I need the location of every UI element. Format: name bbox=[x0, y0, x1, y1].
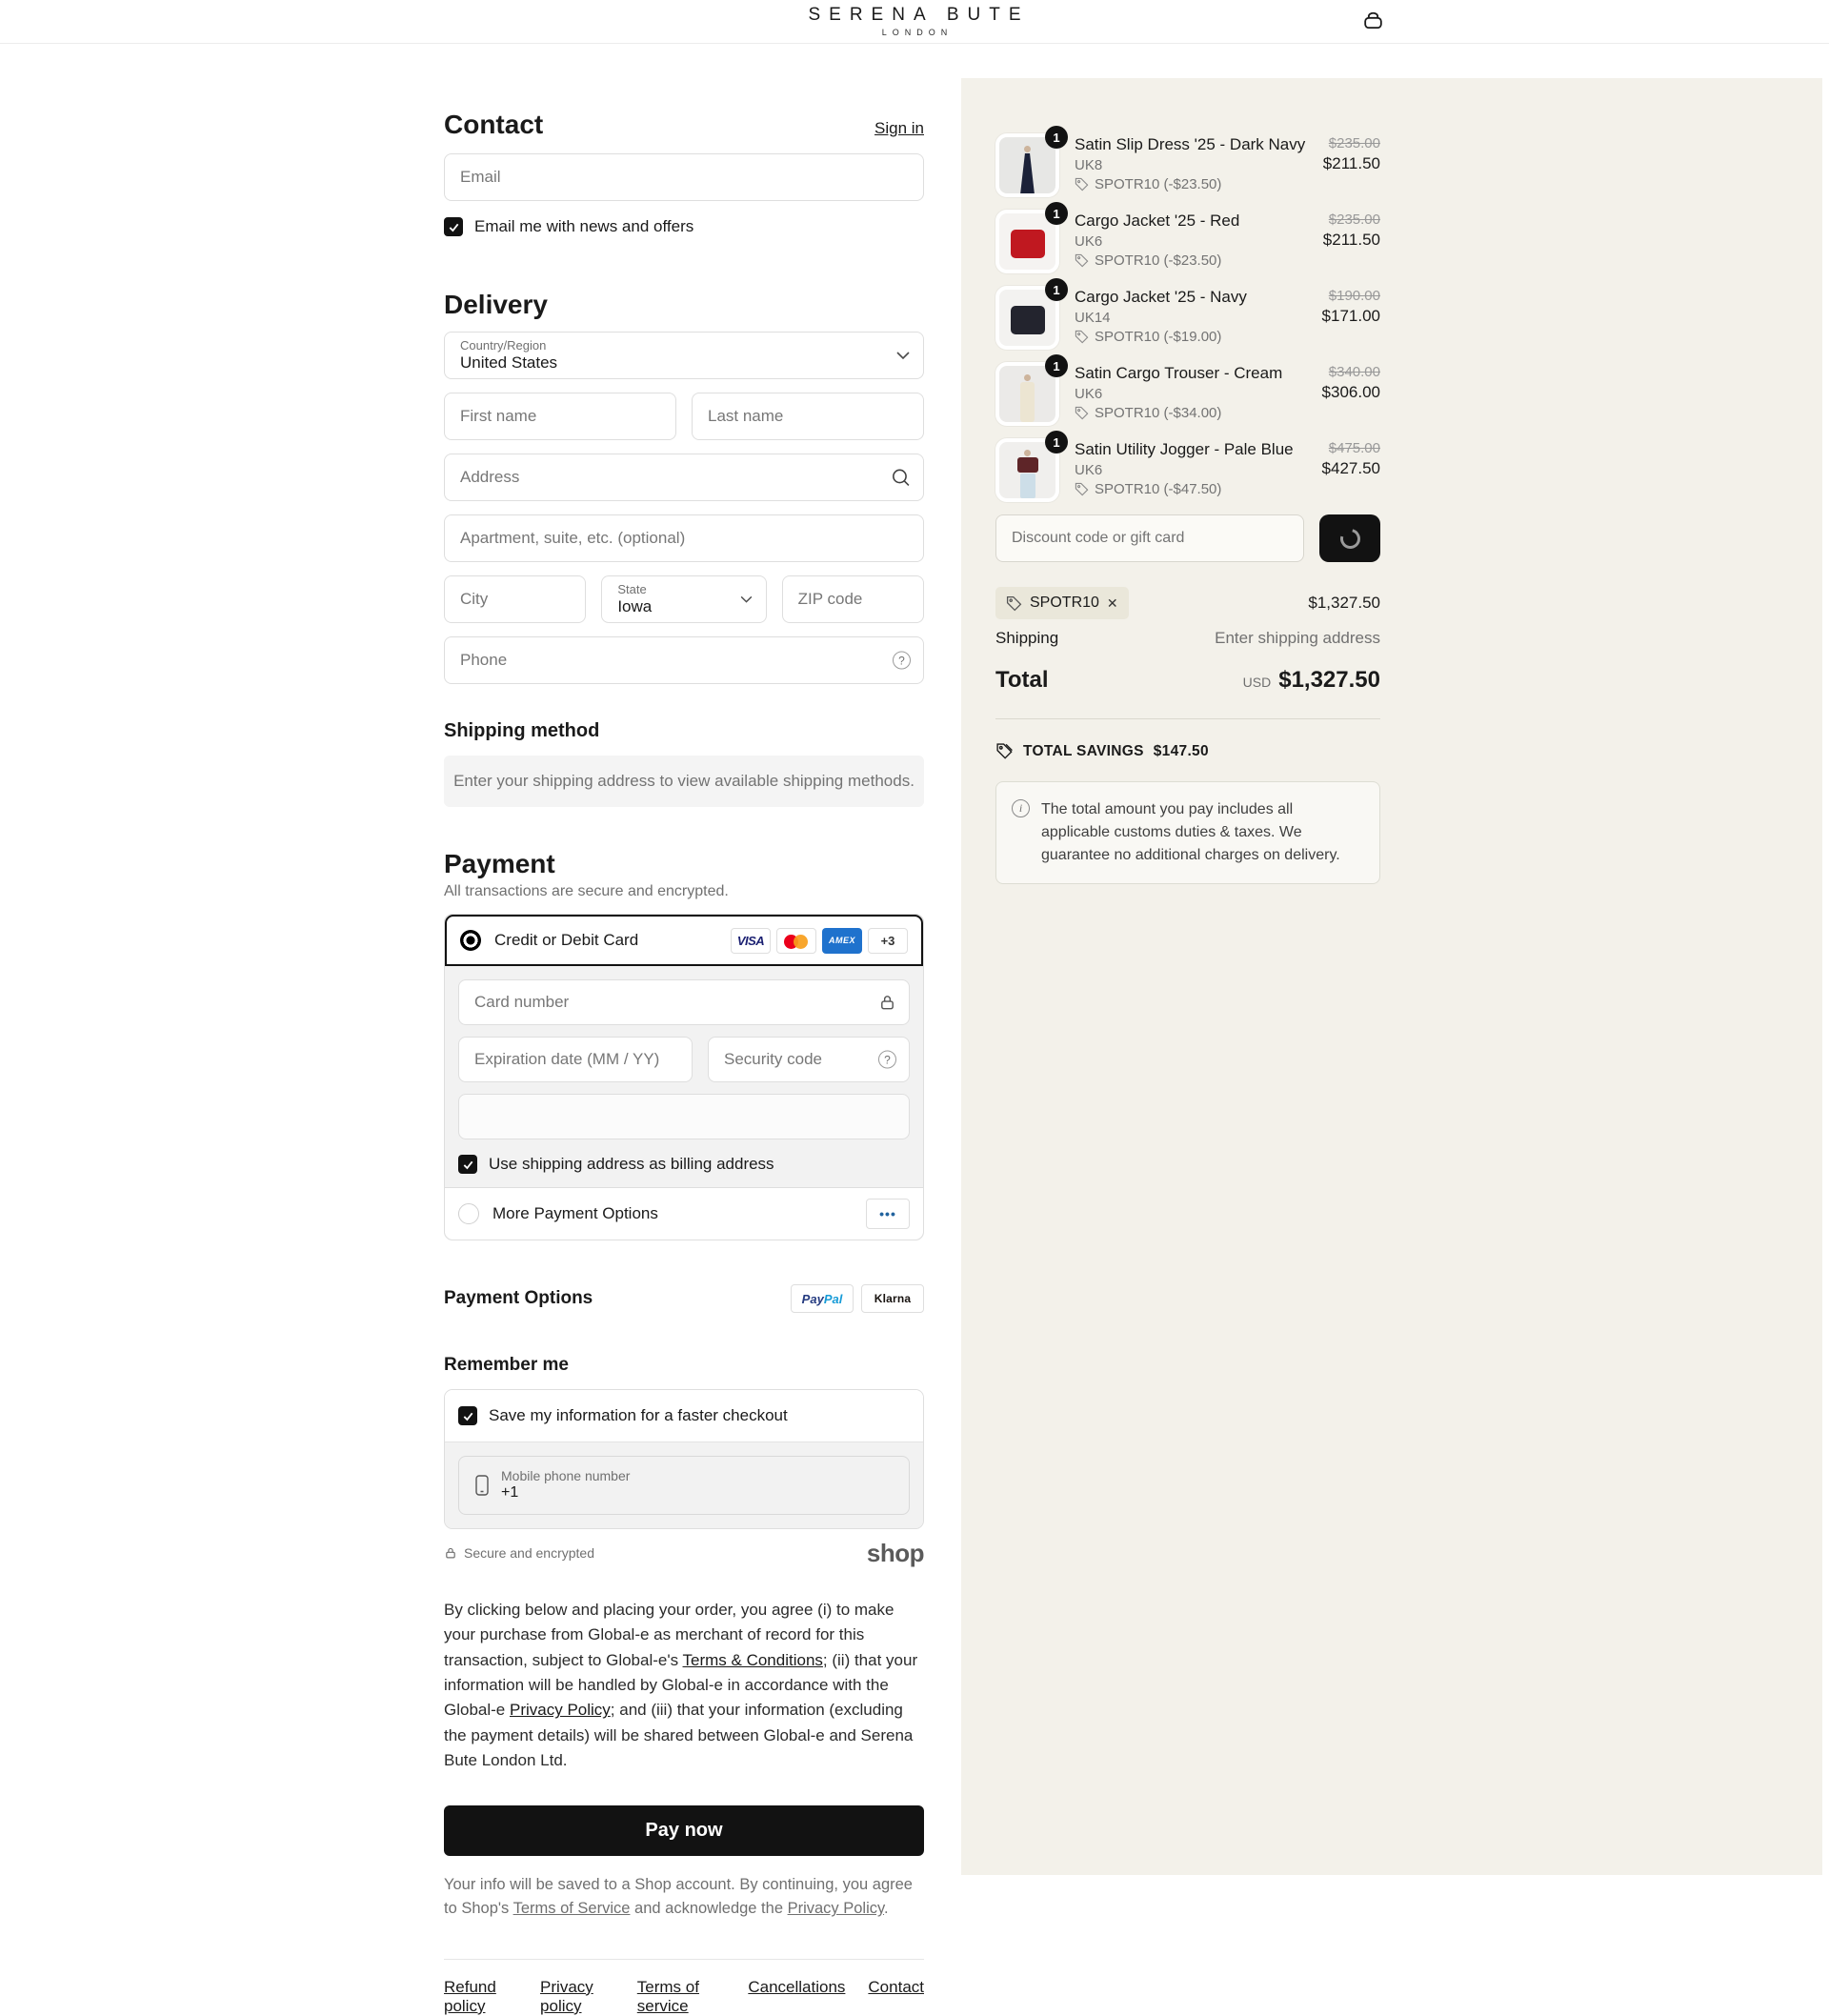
product-info bbox=[1075, 133, 1316, 197]
original-price: $340.00 bbox=[1328, 364, 1380, 380]
discount-chip bbox=[995, 587, 1129, 619]
mastercard-icon bbox=[776, 928, 816, 954]
shop-privacy-link[interactable]: Privacy Policy bbox=[787, 1900, 885, 1918]
subtotal-amount: $1,327.50 bbox=[1308, 594, 1380, 612]
klarna-icon[interactable]: Klarna bbox=[861, 1284, 924, 1313]
bag-icon bbox=[1360, 8, 1386, 33]
brand-logo[interactable] bbox=[799, 5, 1029, 37]
total-amount: $1,327.50 bbox=[1278, 667, 1380, 693]
mobile-phone-section bbox=[445, 1441, 923, 1528]
original-price: $475.00 bbox=[1328, 440, 1380, 456]
mobile-phone-label: Mobile phone number bbox=[501, 1467, 631, 1483]
email-field[interactable] bbox=[444, 153, 924, 201]
cart-item bbox=[995, 358, 1380, 426]
checkbox-checked-icon bbox=[444, 217, 463, 236]
duties-note: The total amount you pay includes all applicable customs duties & taxes. We guarantee no additional charges on delivery. bbox=[1041, 801, 1340, 863]
card-name-field[interactable] bbox=[458, 1094, 910, 1139]
cart-item bbox=[995, 282, 1380, 350]
news-checkbox-label: Email me with news and offers bbox=[474, 217, 694, 235]
discount-code-input[interactable] bbox=[995, 514, 1304, 562]
remove-discount-button[interactable]: ✕ bbox=[1106, 595, 1118, 611]
remember-me-widget bbox=[444, 1389, 924, 1529]
tag-icon bbox=[1075, 330, 1089, 344]
shipping-method-notice: Enter your shipping address to view available shipping methods. bbox=[444, 756, 924, 807]
product-thumbnail bbox=[995, 282, 1060, 350]
quantity-badge: 1 bbox=[1045, 354, 1068, 377]
product-discount-label: SPOTR10 (-$47.50) bbox=[1095, 481, 1222, 498]
visa-icon: VISA bbox=[731, 928, 771, 954]
sign-in-link[interactable]: Sign in bbox=[874, 119, 924, 137]
duties-info-box bbox=[995, 781, 1380, 884]
footer-link-terms-of-service[interactable]: Terms of service bbox=[636, 1977, 699, 2015]
remember-me-title: Remember me bbox=[444, 1355, 569, 1375]
card-fields bbox=[445, 966, 923, 1187]
globale-privacy-link[interactable]: Privacy Policy bbox=[509, 1701, 611, 1720]
delivery-title: Delivery bbox=[444, 290, 548, 319]
more-payment-option[interactable] bbox=[445, 1187, 923, 1240]
cart-button[interactable] bbox=[1360, 8, 1386, 33]
save-info-label: Save my information for a faster checkout bbox=[489, 1406, 788, 1424]
lock-icon bbox=[444, 1546, 457, 1560]
product-discount-label: SPOTR10 (-$23.50) bbox=[1095, 252, 1222, 270]
footer-link-refund-policy[interactable]: Refund policy bbox=[444, 1977, 496, 2015]
payment-options-title: Payment Options bbox=[444, 1288, 593, 1308]
chevron-down-icon bbox=[740, 595, 753, 603]
garment-top-shape bbox=[1017, 457, 1038, 473]
payment-subtitle: All transactions are secure and encrypted. bbox=[444, 883, 729, 899]
product-discount-label: SPOTR10 (-$19.00) bbox=[1095, 329, 1222, 346]
product-size: UK6 bbox=[1075, 462, 1103, 479]
city-field[interactable] bbox=[444, 575, 586, 623]
quantity-badge: 1 bbox=[1045, 202, 1068, 225]
shipping-row bbox=[995, 629, 1380, 648]
product-thumbnail bbox=[995, 358, 1060, 426]
chevron-down-icon bbox=[896, 352, 910, 360]
footer-link-cancellations[interactable]: Cancellations bbox=[748, 1977, 846, 1996]
product-discount bbox=[1075, 329, 1315, 345]
shipping-label: Shipping bbox=[995, 629, 1059, 647]
original-price: $235.00 bbox=[1328, 212, 1380, 228]
product-discount bbox=[1075, 405, 1315, 421]
garment-pants-shape bbox=[1020, 474, 1035, 498]
billing-checkbox-label: Use shipping address as billing address bbox=[489, 1155, 774, 1173]
product-discount-label: SPOTR10 (-$23.50) bbox=[1095, 176, 1222, 193]
country-label: Country/Region bbox=[460, 338, 547, 353]
model-head-shape bbox=[1024, 146, 1031, 152]
quantity-badge: 1 bbox=[1045, 278, 1068, 301]
card-brand-badges bbox=[731, 928, 908, 954]
discounted-price: $211.50 bbox=[1322, 231, 1380, 249]
terms-conditions-link[interactable]: Terms & Conditions bbox=[682, 1650, 823, 1669]
wallet-badges bbox=[791, 1284, 924, 1313]
summary-divider bbox=[995, 718, 1380, 719]
shop-tos-link[interactable]: Terms of Service bbox=[513, 1900, 631, 1918]
garment-shape bbox=[1011, 306, 1045, 334]
amex-icon: AMEX bbox=[822, 928, 862, 954]
secure-note: Secure and encrypted bbox=[464, 1545, 594, 1561]
state-label: State bbox=[617, 582, 647, 596]
product-title: Cargo Jacket '25 - Red bbox=[1075, 212, 1240, 230]
country-select[interactable] bbox=[444, 332, 924, 379]
product-info bbox=[1075, 362, 1315, 426]
info-icon: i bbox=[1012, 799, 1030, 817]
state-value: Iowa bbox=[617, 597, 653, 616]
more-options-dots-button[interactable]: ••• bbox=[866, 1199, 910, 1229]
news-checkbox-row[interactable] bbox=[444, 217, 924, 236]
state-select[interactable] bbox=[601, 575, 766, 623]
pay-now-button[interactable]: Pay now bbox=[444, 1805, 924, 1856]
product-info bbox=[1075, 438, 1315, 502]
shipping-value: Enter shipping address bbox=[1215, 629, 1380, 647]
product-title: Cargo Jacket '25 - Navy bbox=[1075, 288, 1247, 306]
payment-method-widget bbox=[444, 914, 924, 1240]
checkbox-checked-icon bbox=[458, 1406, 477, 1425]
model-head-shape bbox=[1024, 450, 1031, 456]
product-info bbox=[1075, 210, 1316, 273]
quantity-badge: 1 bbox=[1045, 126, 1068, 149]
cart-items bbox=[995, 130, 1380, 502]
mobile-phone-icon bbox=[474, 1474, 490, 1497]
product-prices bbox=[1323, 210, 1380, 273]
product-size: UK6 bbox=[1075, 233, 1103, 251]
product-prices bbox=[1323, 133, 1380, 197]
original-price: $235.00 bbox=[1328, 135, 1380, 151]
address-field[interactable] bbox=[444, 454, 924, 501]
product-title: Satin Utility Jogger - Pale Blue bbox=[1075, 440, 1294, 458]
card-number-field[interactable] bbox=[458, 979, 910, 1025]
help-circle-icon[interactable]: ? bbox=[878, 1051, 896, 1069]
lock-icon bbox=[878, 994, 896, 1012]
shop-logo: shop bbox=[866, 1539, 924, 1567]
phone-field[interactable] bbox=[444, 636, 924, 684]
country-value: United States bbox=[460, 353, 558, 373]
product-discount-label: SPOTR10 (-$34.00) bbox=[1095, 405, 1222, 422]
footer-link-privacy-policy[interactable]: Privacy policy bbox=[540, 1977, 593, 2015]
footer-links bbox=[444, 1978, 924, 2016]
search-icon bbox=[891, 468, 911, 488]
brand-subtitle: LONDON bbox=[881, 28, 954, 37]
cart-item bbox=[995, 434, 1380, 502]
product-info bbox=[1075, 286, 1315, 350]
product-discount bbox=[1075, 176, 1316, 192]
order-summary-panel bbox=[961, 78, 1822, 1875]
radio-selected-icon bbox=[460, 930, 481, 951]
discounted-price: $171.00 bbox=[1321, 307, 1380, 325]
footer-divider bbox=[444, 1959, 924, 1960]
product-size: UK14 bbox=[1075, 310, 1111, 327]
more-brands-badge: +3 bbox=[868, 928, 908, 954]
mobile-phone-field[interactable] bbox=[458, 1456, 910, 1515]
currency-code: USD bbox=[1242, 675, 1272, 690]
discount-applied-row bbox=[995, 587, 1380, 619]
garment-shape bbox=[1020, 153, 1035, 193]
product-title: Satin Slip Dress '25 - Dark Navy bbox=[1075, 135, 1306, 153]
tag-icon bbox=[1075, 177, 1089, 192]
paypal-icon[interactable]: Pay Pal bbox=[791, 1284, 854, 1313]
total-row bbox=[995, 667, 1380, 694]
product-prices bbox=[1322, 438, 1380, 502]
product-thumbnail bbox=[995, 434, 1060, 502]
first-name-field[interactable] bbox=[444, 393, 676, 440]
help-circle-icon[interactable]: ? bbox=[893, 652, 911, 670]
total-savings-row bbox=[995, 742, 1380, 760]
savings-label: TOTAL SAVINGS bbox=[1023, 742, 1144, 759]
cart-item bbox=[995, 130, 1380, 197]
product-thumbnail bbox=[995, 130, 1060, 197]
billing-checkbox-row[interactable] bbox=[458, 1155, 910, 1174]
discounted-price: $306.00 bbox=[1321, 383, 1380, 401]
save-info-checkbox-row[interactable] bbox=[445, 1390, 923, 1441]
apartment-field[interactable] bbox=[444, 514, 924, 562]
model-head-shape bbox=[1024, 374, 1031, 381]
product-size: UK8 bbox=[1075, 157, 1103, 174]
tag-icon bbox=[1075, 253, 1089, 268]
checkout-form bbox=[444, 43, 924, 2016]
discount-code-label: SPOTR10 bbox=[1030, 595, 1099, 611]
tag-icon bbox=[1075, 406, 1089, 420]
product-prices bbox=[1322, 286, 1380, 350]
header bbox=[0, 0, 1829, 44]
cart-item bbox=[995, 206, 1380, 273]
product-title: Satin Cargo Trouser - Cream bbox=[1075, 364, 1283, 382]
discounted-price: $211.50 bbox=[1322, 154, 1380, 172]
product-size: UK6 bbox=[1075, 386, 1103, 403]
radio-unselected-icon bbox=[458, 1203, 479, 1224]
shipping-method-title: Shipping method bbox=[444, 720, 600, 741]
original-price: $190.00 bbox=[1328, 288, 1380, 304]
expiry-field[interactable] bbox=[458, 1037, 693, 1082]
savings-value: $147.50 bbox=[1153, 742, 1209, 759]
legal-text: By clicking below and placing your order, you agree (i) to make your purchase from Global-e as merchant of record for this transaction, subject to Global-e's Terms & Conditions; (ii) that your information will be handled by Global-e in accordance with the Global-e Privacy Policy; and (iii) that your information (excluding the payment details) will be shared between Global-e and Serena Bute London Ltd. bbox=[444, 1601, 918, 1770]
savings-tag-icon bbox=[995, 742, 1014, 760]
garment-shape bbox=[1020, 382, 1035, 422]
payment-title: Payment bbox=[444, 849, 555, 878]
total-label: Total bbox=[995, 667, 1049, 693]
tag-icon bbox=[1006, 595, 1022, 612]
mobile-phone-value: +1 bbox=[501, 1484, 519, 1502]
loading-spinner-icon bbox=[1337, 525, 1364, 553]
product-prices bbox=[1322, 362, 1380, 426]
last-name-field[interactable] bbox=[692, 393, 924, 440]
contact-title: Contact bbox=[444, 110, 544, 139]
product-discount bbox=[1075, 252, 1316, 269]
quantity-badge: 1 bbox=[1045, 431, 1068, 454]
shop-account-note: Your info will be saved to a Shop account. By continuing, you agree to Shop's Terms of Service and acknowledge the Privacy Policy. bbox=[444, 1876, 913, 1918]
brand-name: SERENA BUTE bbox=[808, 5, 1030, 25]
tag-icon bbox=[1075, 482, 1089, 496]
garment-shape bbox=[1011, 230, 1045, 258]
card-payment-option[interactable] bbox=[445, 915, 923, 966]
card-option-label: Credit or Debit Card bbox=[494, 931, 639, 949]
zip-field[interactable] bbox=[782, 575, 924, 623]
product-discount bbox=[1075, 481, 1315, 497]
more-option-label: More Payment Options bbox=[492, 1204, 658, 1222]
product-thumbnail bbox=[995, 206, 1060, 273]
apply-discount-button[interactable] bbox=[1319, 514, 1380, 562]
checkbox-checked-icon bbox=[458, 1155, 477, 1174]
footer-link-contact[interactable]: Contact bbox=[868, 1977, 924, 1996]
discounted-price: $427.50 bbox=[1321, 459, 1380, 477]
